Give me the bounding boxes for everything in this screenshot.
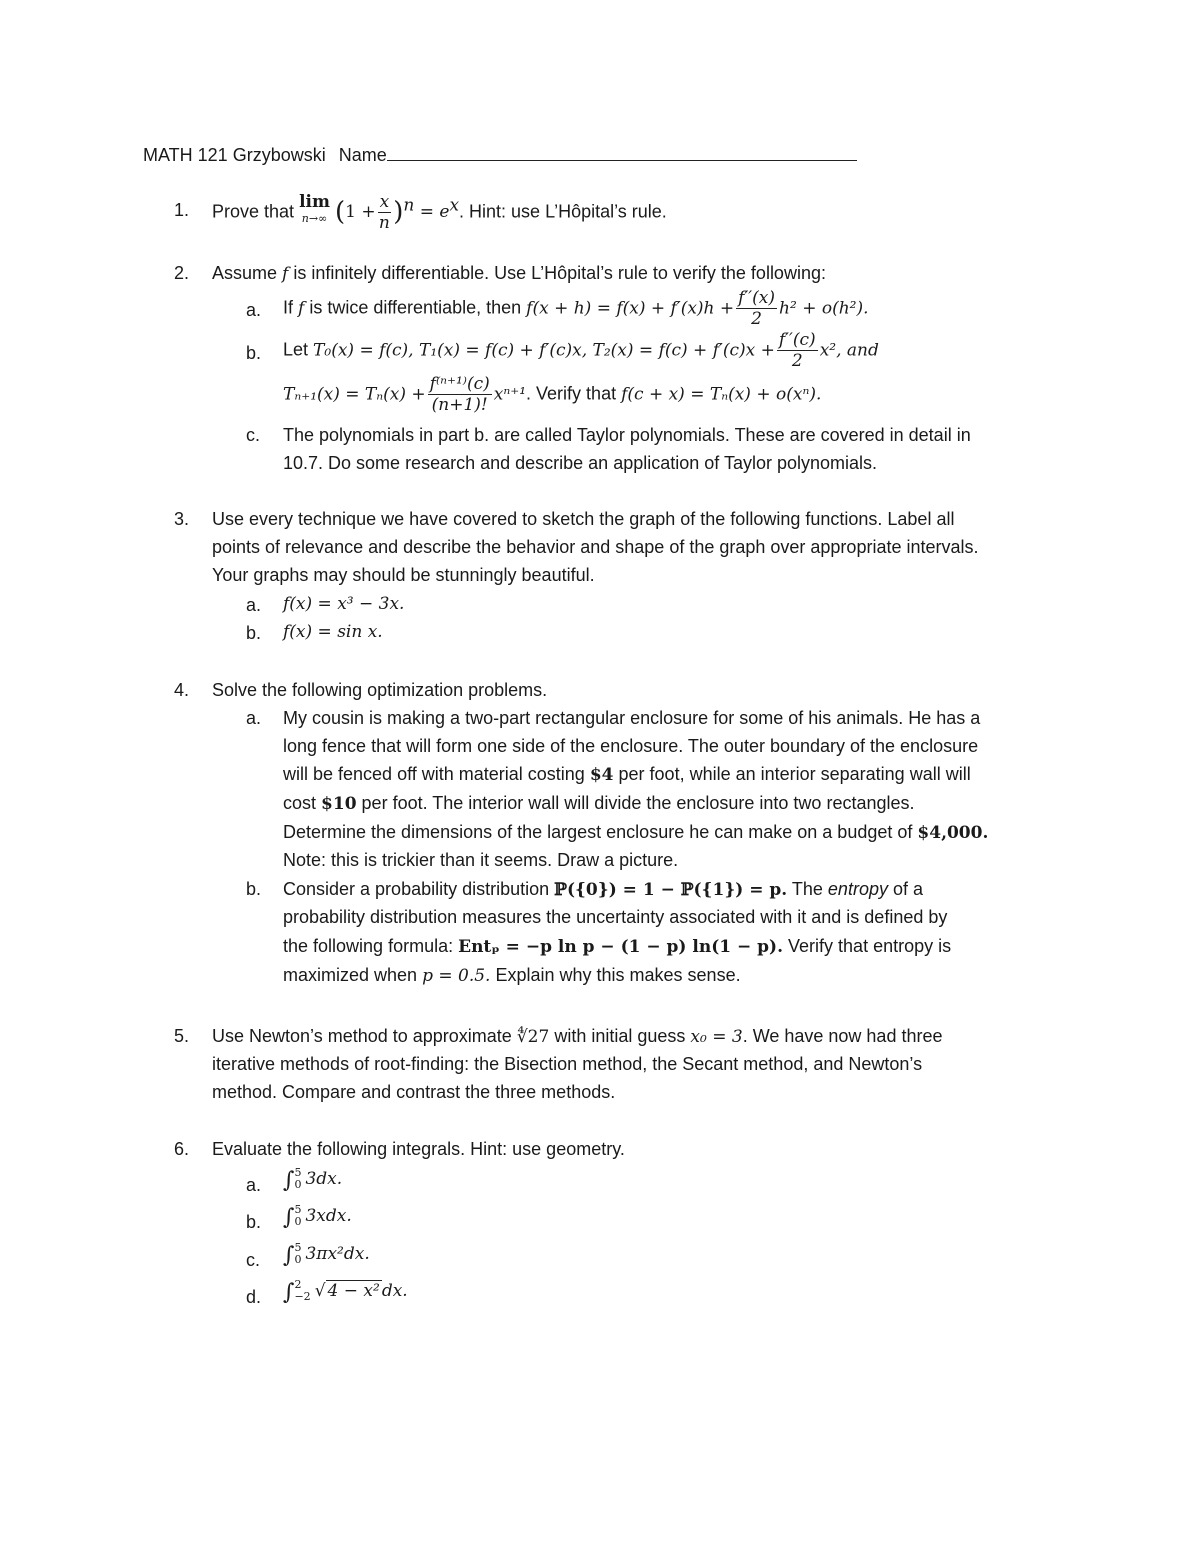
p4-b3-pre: the following formula:	[283, 936, 454, 956]
p4-a4-post: per foot. The interior wall will divide the enclosure into two rectangles.	[361, 793, 915, 813]
lim-subscript: n→∞	[301, 212, 328, 225]
p4-b-label: b.	[246, 879, 262, 899]
p4-a4-pre: cost	[283, 793, 317, 813]
p4-a-line6: Note: this is trickier than it seems. Draw a picture.	[283, 850, 679, 870]
p3-a-equation: f(x) = x³ − 3x.	[283, 594, 405, 614]
p4-intro: Solve the following optimization problems.	[212, 680, 548, 700]
integral-sign: ∫	[283, 1279, 295, 1305]
lower-limit: 0	[294, 1253, 302, 1267]
p2-c-line2: 10.7. Do some research and describe an application of Taylor polynomials.	[283, 453, 877, 473]
problem-1-hint: . Hint: use L’Hôpital’s rule.	[459, 201, 667, 222]
sqrt-sign: √	[314, 1280, 326, 1301]
p6-a-integral	[283, 1167, 342, 1193]
p5-initial-guess: x₀ = 3	[690, 1027, 743, 1047]
p3-line3: Your graphs may should be stunningly beautiful.	[212, 565, 595, 585]
p4-a-line5	[283, 822, 988, 843]
p4-a-line2: long fence that will form one side of the enclosure. The outer boundary of the enclosure	[283, 736, 979, 756]
p2-b-pre: Let	[283, 339, 309, 360]
p2-b2-frac-top: f⁽ⁿ⁺¹⁾(c)	[429, 374, 490, 394]
p4-b4-post: Explain why this makes sense.	[495, 965, 741, 985]
p6-b-integral	[283, 1204, 352, 1230]
p2-b-label: b.	[246, 343, 262, 363]
integral-sign: ∫	[283, 1167, 295, 1193]
problem-2-intro	[212, 263, 826, 284]
problem-6-number: 6.	[174, 1139, 190, 1159]
frac-den: n	[378, 213, 390, 234]
p2-b-line2	[283, 374, 821, 416]
integrand: 3dx.	[305, 1168, 343, 1189]
p2-b2-fraction	[428, 374, 492, 416]
limit-exponent: n	[403, 195, 415, 216]
course-title: MATH 121 Grzybowski	[143, 145, 326, 165]
radicand: 4 − x²	[327, 1280, 380, 1301]
p5-line2: iterative methods of root-finding: the Bisection method, the Secant method, and Newton’s	[212, 1054, 923, 1074]
p4-a3-post: per foot, while an interior separating wall will	[618, 764, 971, 784]
problem-3-number: 3.	[174, 509, 190, 529]
p2-b2-equation2: f(c + x) = Tₙ(x) + o(xⁿ).	[621, 384, 822, 405]
name-blank-line	[387, 142, 857, 161]
name-label: Name	[338, 145, 387, 165]
p2-c-label: c.	[246, 425, 261, 445]
frac-num: x	[379, 192, 390, 212]
p4-a5-pre: Determine the dimensions of the largest enclosure he can make on a budget of	[283, 822, 913, 842]
p2-b-tail: x², and	[819, 340, 879, 361]
integrand: 3xdx.	[305, 1205, 352, 1226]
upper-limit: 5	[294, 1166, 302, 1179]
problem-2-number: 2.	[174, 263, 190, 283]
p2-a-text	[283, 288, 869, 330]
p5-root: ∜27	[516, 1027, 550, 1047]
upper-limit: 5	[294, 1241, 302, 1254]
p2-b2-tail: xⁿ⁺¹	[493, 384, 527, 405]
p4-b1-mid: The	[791, 879, 823, 899]
p2-a-label: a.	[246, 300, 262, 320]
p6-b-label: b.	[246, 1212, 262, 1232]
p5-line3: method. Compare and contrast the three methods.	[212, 1082, 616, 1102]
limit-operator	[299, 192, 330, 224]
p2-b-equation: T₀(x) = f(c), T₁(x) = f(c) + f′(c)x, T₂(x) = f(c) + f′(c)x +	[313, 340, 775, 361]
lower-limit: 0	[294, 1178, 302, 1192]
p4-b-line1	[283, 879, 923, 900]
p2-a-equation: f(x + h) = f(x) + f′(x)h +	[526, 298, 735, 319]
p4-b-line4	[283, 965, 741, 986]
p4-b1-equation: ℙ({0}) = 1 − ℙ({1}) = p.	[554, 880, 788, 900]
p2-f: f	[282, 264, 289, 284]
p2-a-fraction	[736, 288, 777, 330]
worksheet-header	[143, 142, 857, 166]
p4-a-label: a.	[246, 708, 262, 728]
p4-a-line1: My cousin is making a two-part rectangular enclosure for some of his animals. He has a	[283, 708, 981, 728]
p2-a-mid: is twice differentiable, then	[309, 297, 522, 318]
problem-1-number: 1.	[174, 200, 190, 220]
p4-a3-value: $4	[589, 765, 614, 785]
p2-a-frac-bot: 2	[751, 309, 762, 330]
p4-b1-pre: Consider a probability distribution	[283, 879, 550, 899]
p4-a5-value: $4,000.	[917, 823, 989, 843]
p4-b-line3	[283, 936, 951, 957]
p2-b-frac-bot: 2	[791, 351, 803, 372]
integrand: 3πx²dx.	[305, 1243, 370, 1264]
p5-l1-mid: with initial guess	[554, 1026, 686, 1046]
limit-expression: (1 + $\frac{x}{n}$ )$^n = e^x$	[334, 192, 460, 234]
p4-a4-value: $10	[321, 794, 357, 814]
p5-line1	[212, 1026, 942, 1047]
p4-b1-post: of a	[892, 879, 924, 899]
p3-line2: points of relevance and describe the behavior and shape of the graph over appropriate intervals.	[212, 537, 979, 557]
p3-b-label: b.	[246, 623, 262, 643]
p2-a-f: f	[298, 298, 305, 319]
p5-l1-pre: Use Newton’s method to approximate	[212, 1026, 512, 1046]
p4-b3-equation: Entₚ = −p ln p − (1 − p) ln(1 − p).	[458, 937, 784, 957]
p6-d-integral	[283, 1279, 408, 1305]
p2-intro-a: Assume	[212, 263, 278, 283]
problem-4-number: 4.	[174, 680, 190, 700]
p2-b-frac-top: f′′(c)	[778, 330, 816, 350]
p4-a3-pre: will be fenced off with material costing	[283, 764, 585, 784]
p2-a-pre: If	[283, 297, 294, 318]
p2-b2-equation: Tₙ₊₁(x) = Tₙ(x) +	[283, 384, 426, 405]
problem-1-prefix: Prove that	[212, 201, 295, 222]
p4-b1-entropy: entropy	[827, 879, 888, 899]
lower-limit: −2	[294, 1290, 311, 1304]
p4-b3-post: Verify that entropy is	[788, 936, 952, 956]
x-over-n	[378, 192, 392, 234]
integral-sign: ∫	[283, 1204, 295, 1230]
p5-l1-post: . We have now had three	[742, 1026, 943, 1046]
p6-d-label: d.	[246, 1287, 262, 1307]
lim-word: lim	[299, 192, 330, 212]
p2-b-text	[283, 330, 879, 372]
p6-c-integral	[283, 1242, 370, 1268]
integrand: dx.	[381, 1280, 408, 1301]
p6-a-label: a.	[246, 1175, 262, 1195]
p2-a-tail: h² + o(h²).	[779, 298, 869, 319]
p2-a-frac-top: f′′(x)	[738, 288, 776, 308]
p4-b-line2: probability distribution measures the uncertainty associated with it and is defined by	[283, 907, 948, 927]
p6-intro: Evaluate the following integrals. Hint: use geometry.	[212, 1139, 625, 1159]
p3-b-equation: f(x) = sin x.	[283, 622, 383, 642]
problem-5-number: 5.	[174, 1026, 190, 1046]
p4-b4-equation: p = 0.5.	[422, 966, 491, 986]
p3-a-label: a.	[246, 595, 262, 615]
p3-line1: Use every technique we have covered to sketch the graph of the following functions. Label all	[212, 509, 955, 529]
integral-sign: ∫	[283, 1242, 295, 1268]
p2-b2-frac-bot: (n+1)!	[431, 395, 488, 416]
p2-intro-b: is infinitely differentiable. Use L’Hôpital’s rule to verify the following:	[293, 263, 826, 283]
p6-c-label: c.	[246, 1250, 261, 1270]
p4-a-line4	[283, 793, 915, 814]
p2-b2-text: . Verify that	[526, 383, 617, 404]
upper-limit: 5	[294, 1203, 302, 1216]
upper-limit: 2	[294, 1278, 302, 1291]
rhs-exponent: x	[449, 195, 460, 216]
p4-a-line3	[283, 764, 971, 785]
p2-c-line1: The polynomials in part b. are called Taylor polynomials. These are covered in detail in	[283, 425, 971, 445]
lower-limit: 0	[294, 1215, 302, 1229]
p4-b4-pre: maximized when	[283, 965, 418, 985]
problem-1-text	[212, 192, 667, 234]
p2-b-fraction	[777, 330, 818, 372]
